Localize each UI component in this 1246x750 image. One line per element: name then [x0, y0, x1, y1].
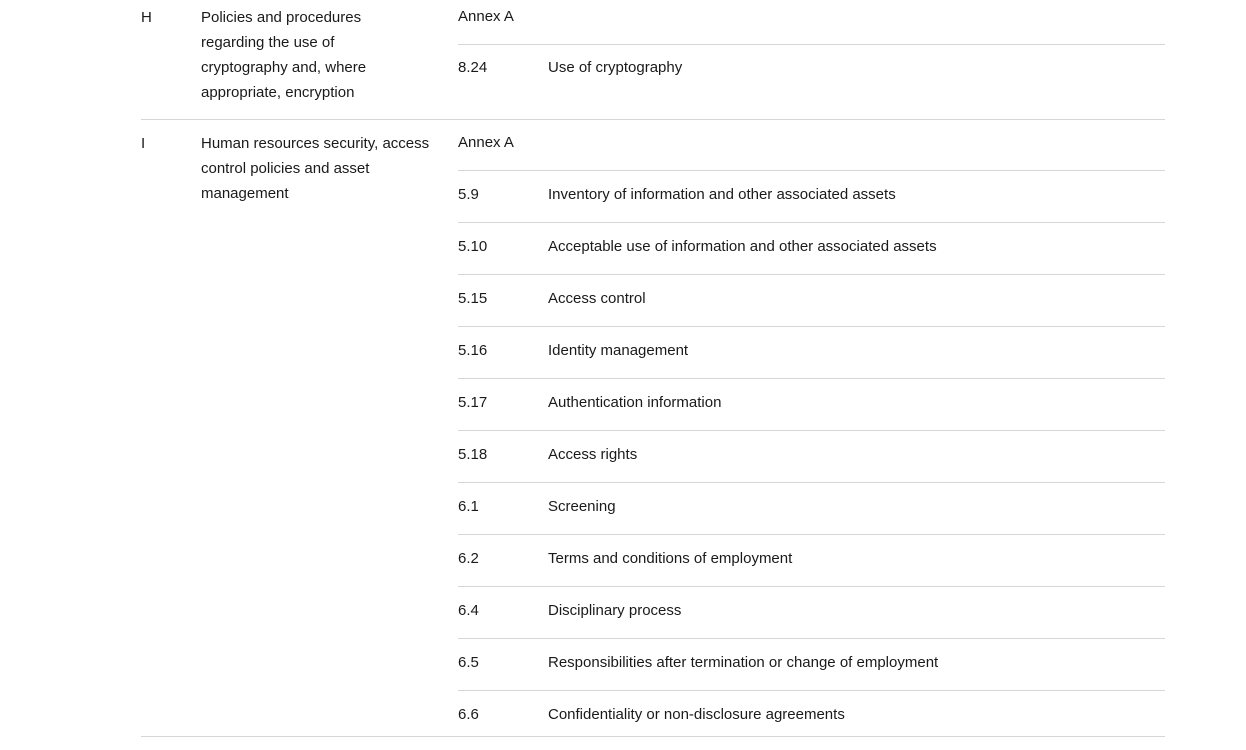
control-description: Access rights — [548, 446, 638, 463]
control-code: 5.10 — [458, 238, 488, 255]
control-row — [458, 691, 1165, 742]
control-code: 5.16 — [458, 342, 488, 359]
section-title — [201, 131, 441, 206]
control-description: Disciplinary process — [548, 602, 682, 619]
control-row — [458, 223, 1165, 275]
control-list — [458, 0, 1165, 119]
section-letter: H — [141, 9, 152, 26]
annex-header: Annex A — [458, 8, 514, 25]
control-row — [458, 171, 1165, 223]
control-code: 6.4 — [458, 602, 479, 619]
control-row — [458, 483, 1165, 535]
section-title-line: Policies and procedures — [201, 9, 362, 26]
section-title-line: Human resources security, access — [201, 135, 430, 152]
control-description: Inventory of information and other associated assets — [548, 186, 896, 203]
control-row — [458, 327, 1165, 379]
annex-header-row — [458, 119, 1165, 171]
control-code: 5.18 — [458, 446, 488, 463]
control-row — [458, 45, 1165, 119]
control-description: Screening — [548, 498, 616, 515]
control-code: 5.15 — [458, 290, 488, 307]
section-title-line: appropriate, encryption — [201, 84, 355, 101]
section-title — [201, 5, 441, 105]
control-code: 8.24 — [458, 59, 488, 76]
control-row — [458, 379, 1165, 431]
control-code: 6.1 — [458, 498, 479, 515]
control-row — [458, 587, 1165, 639]
control-list — [458, 119, 1165, 742]
control-code: 6.5 — [458, 654, 479, 671]
control-description: Access control — [548, 290, 646, 307]
control-code: 5.17 — [458, 394, 488, 411]
section-letter: I — [141, 135, 146, 152]
control-row — [458, 535, 1165, 587]
control-description: Terms and conditions of employment — [548, 550, 793, 567]
control-description: Responsibilities after termination or change of employment — [548, 654, 939, 671]
control-code: 6.2 — [458, 550, 479, 567]
section-title-line: cryptography and, where — [201, 59, 367, 76]
section-title-line: regarding the use of — [201, 34, 335, 51]
section-h — [141, 0, 1165, 120]
control-description: Confidentiality or non-disclosure agreements — [548, 706, 845, 723]
control-description: Acceptable use of information and other associated assets — [548, 238, 937, 255]
annex-header: Annex A — [458, 134, 514, 151]
control-description: Use of cryptography — [548, 59, 683, 76]
section-i — [141, 119, 1165, 737]
control-row — [458, 639, 1165, 691]
control-code: 6.6 — [458, 706, 479, 723]
control-row — [458, 275, 1165, 327]
control-description: Authentication information — [548, 394, 722, 411]
section-title-line: control policies and asset — [201, 160, 370, 177]
annex-header-row — [458, 0, 1165, 45]
control-description: Identity management — [548, 342, 689, 359]
control-code: 5.9 — [458, 186, 479, 203]
section-title-line: management — [201, 185, 289, 202]
control-row — [458, 431, 1165, 483]
